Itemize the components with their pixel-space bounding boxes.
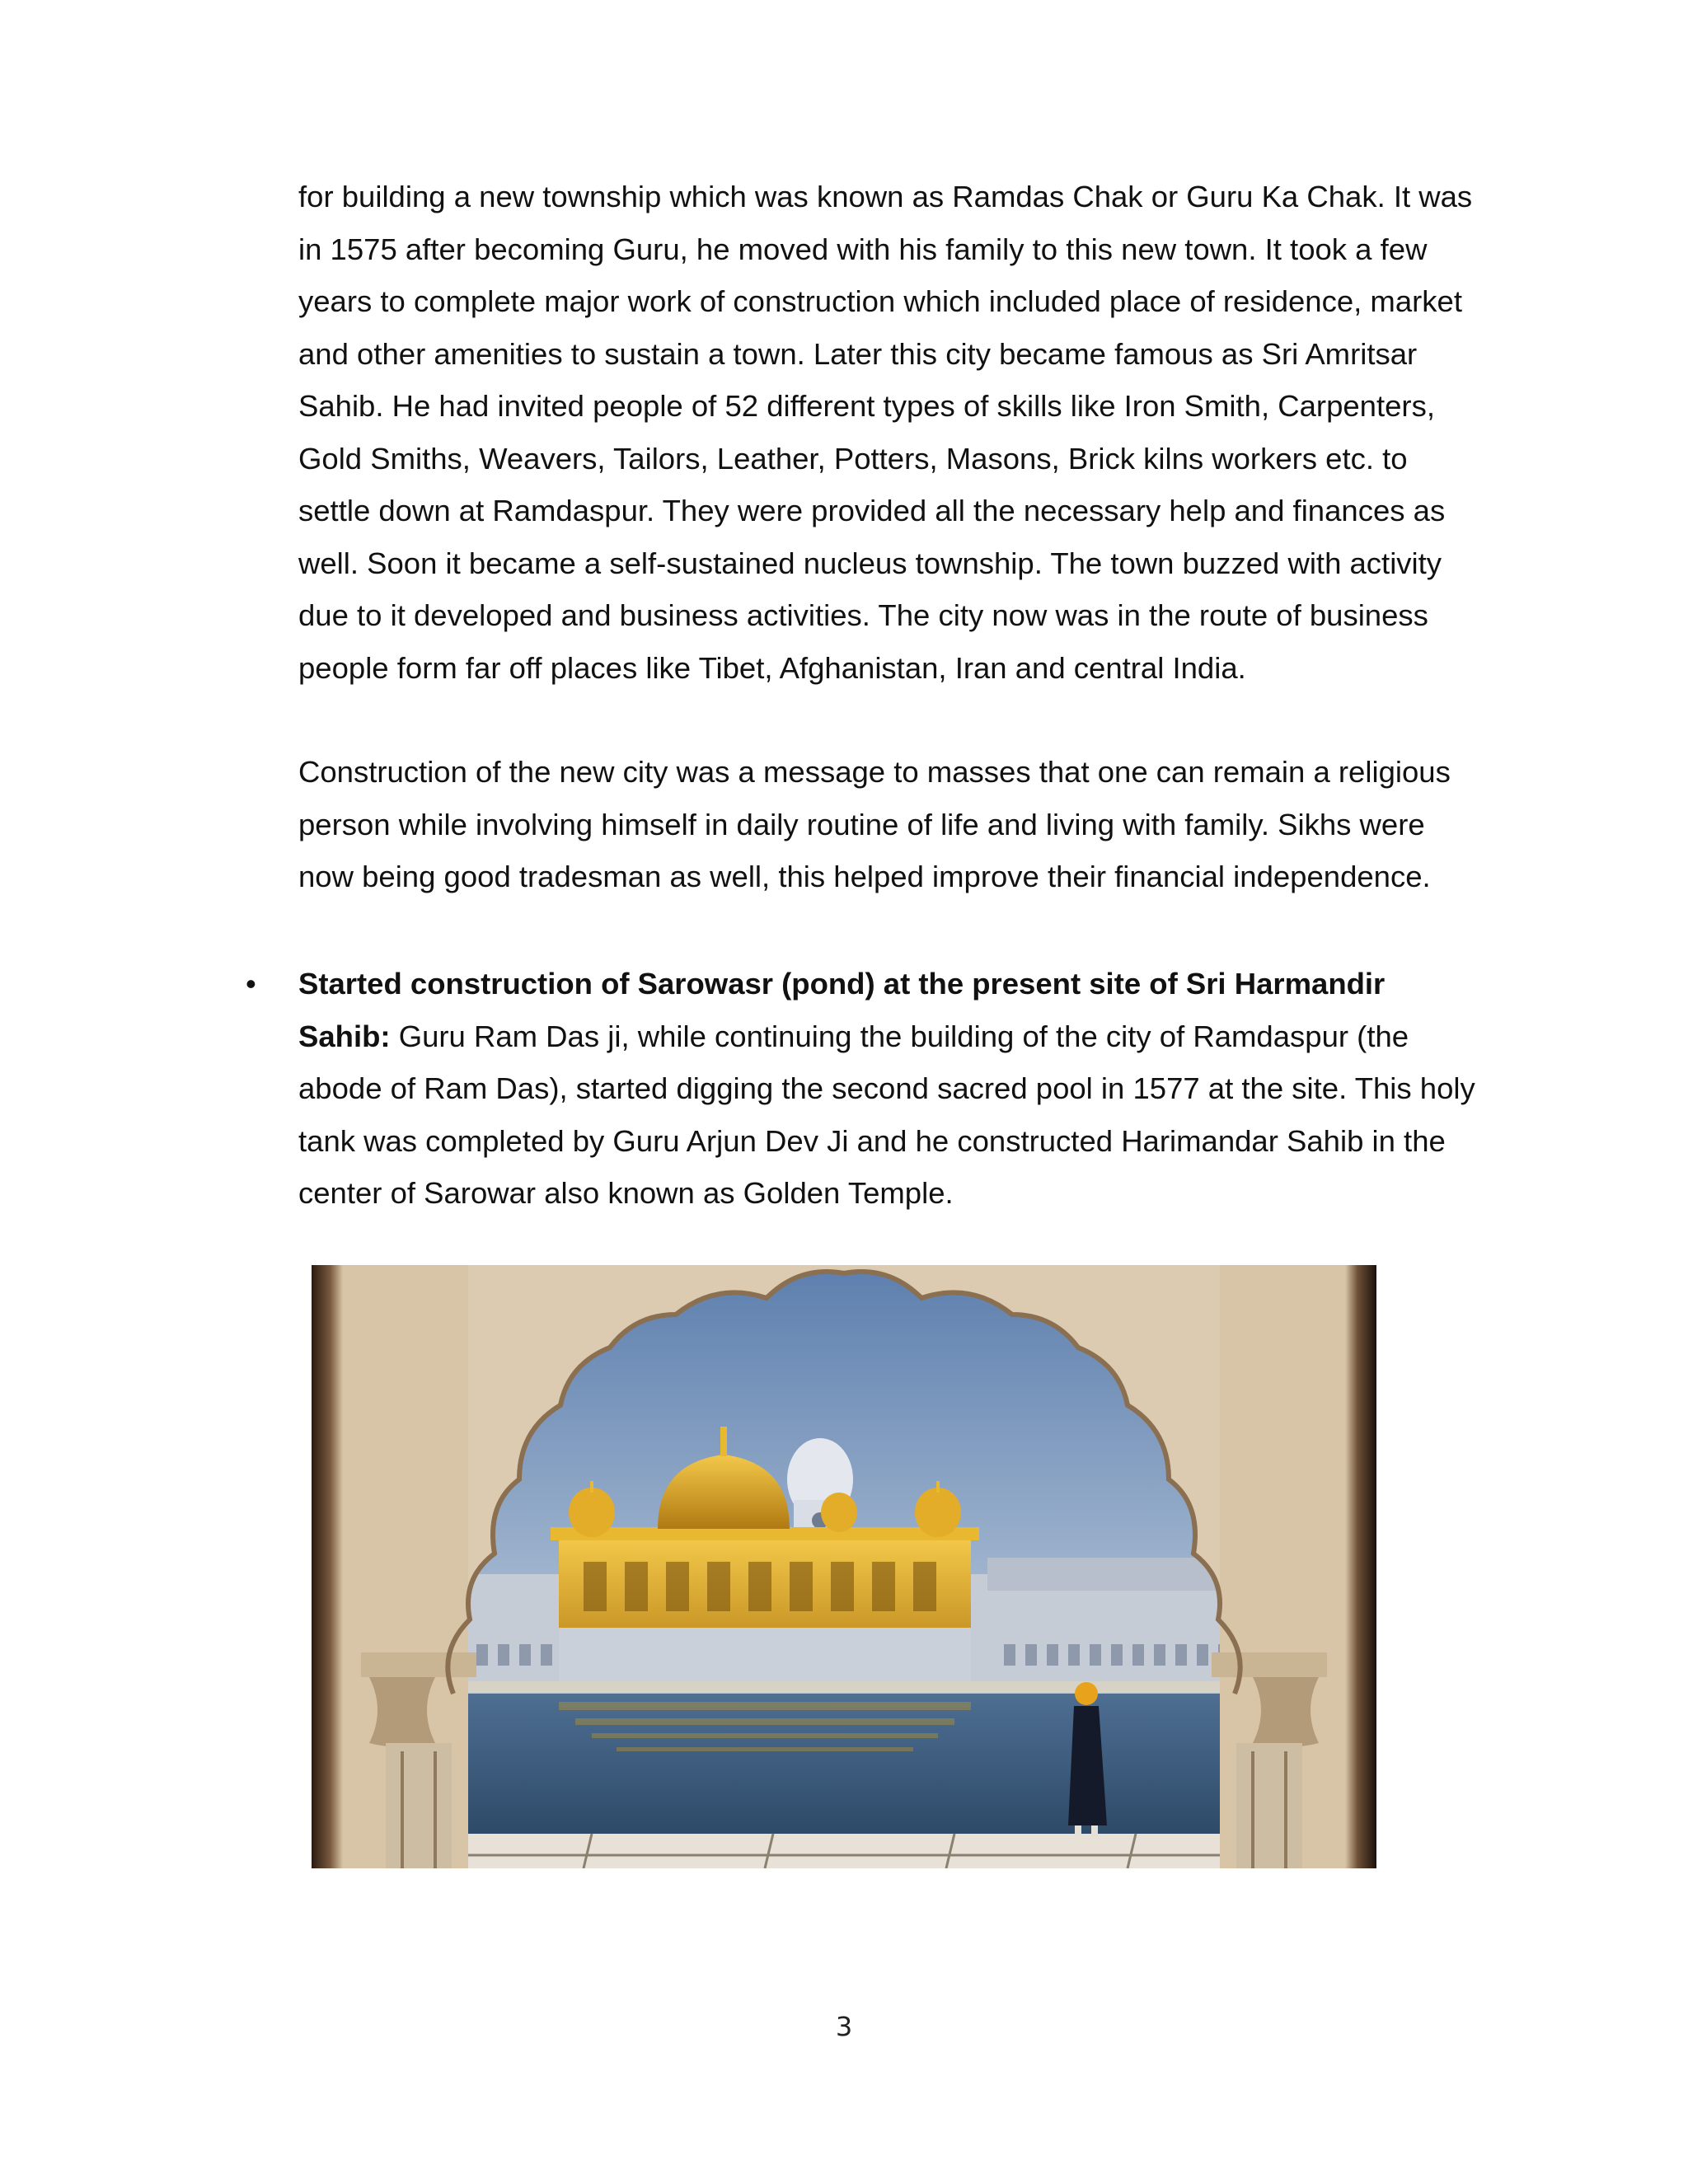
text-line: abode of Ram Das), started digging the second sacred pool in 1577 at the site. This holy	[298, 1071, 1475, 1105]
paragraph-message	[298, 746, 1502, 903]
text-line: people form far off places like Tibet, Afghanistan, Iran and central India.	[298, 650, 1246, 685]
text-line: well. Soon it became a self-sustained nucleus township. The town buzzed with activity	[298, 546, 1442, 580]
text-line: center of Sarowar also known as Golden Temple.	[298, 1176, 954, 1210]
page-number: 3	[835, 2011, 853, 2042]
bullet-icon: •	[246, 967, 256, 1001]
text-line: in 1575 after becoming Guru, he moved with his family to this new town. It took a few	[298, 232, 1428, 266]
text-line: now being good tradesman as well, this helped improve their financial independence.	[298, 860, 1431, 893]
bullet-heading-end: Sahib:	[298, 1019, 391, 1053]
golden-temple-photo	[312, 1265, 1376, 1868]
text-line: Sahib. He had invited people of 52 different types of skills like Iron Smith, Carpenters,	[298, 389, 1435, 423]
text-line: due to it developed and business activities. The city now was in the route of business	[298, 598, 1428, 632]
bullet-text: Guru Ram Das ji, while continuing the building of the city of Ramdaspur (the	[390, 1019, 1409, 1053]
text-line: years to complete major work of construction which included place of residence, market	[298, 284, 1462, 318]
text-line	[298, 1010, 1502, 1063]
text-line: Construction of the new city was a message to masses that one can remain a religious	[298, 755, 1451, 789]
text-line: for building a new township which was known as Ramdas Chak or Guru Ka Chak. It was	[298, 180, 1473, 213]
text-line: and other amenities to sustain a town. Later this city became famous as Sri Amritsar	[298, 336, 1418, 371]
paragraph-township	[298, 171, 1502, 694]
sarovar-water	[312, 1694, 1376, 1842]
marble-floor	[312, 1834, 1376, 1868]
text-line: Gold Smiths, Weavers, Tailors, Leather, Potters, Masons, Brick kilns workers etc. to	[298, 441, 1408, 476]
causeway	[435, 1681, 1259, 1693]
bullet-heading: Started construction of Sarowasr (pond) at the present site of Sri Harmandir	[298, 967, 1386, 1001]
text-line: tank was completed by Guru Arjun Dev Ji and he constructed Harimandar Sahib in the	[298, 1123, 1446, 1158]
text-line: person while involving himself in daily routine of life and living with family. Sikhs were	[298, 807, 1425, 841]
bullet-item-sarowar	[298, 958, 1502, 1220]
text-line: settle down at Ramdaspur. They were provided all the necessary help and finances as	[298, 494, 1446, 527]
